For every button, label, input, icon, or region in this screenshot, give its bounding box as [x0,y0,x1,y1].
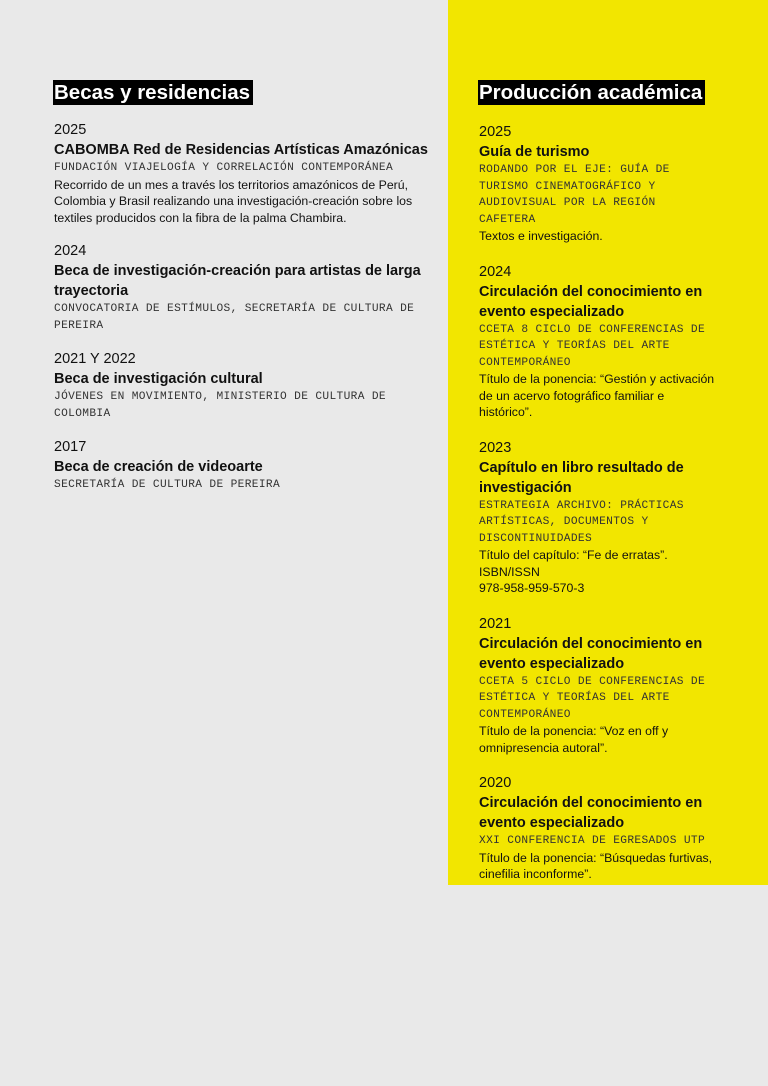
grant-entry [54,241,442,334]
entry-title: Circulación del conocimiento en evento especializado [479,795,703,831]
entry-title: Circulación del conocimiento en evento especializado [479,635,703,672]
entry-title: Beca de creación de videoarte [54,459,263,475]
entry-organization: SECRETARÍA DE CULTURA DE PEREIRA [54,479,281,491]
entry-year: 2021 Y 2022 [54,351,136,367]
academic-entry [479,614,719,757]
entry-year: 2024 [54,243,87,259]
entry-year: 2021 [479,615,512,632]
entry-year: 2017 [54,439,87,455]
entry-organization: XXI CONFERENCIA DE EGRESADOS UTP [479,835,706,847]
entry-title: Capítulo en libro resultado de investigación [479,459,684,496]
entry-year: 2020 [479,775,512,791]
entry-title: Guía de turismo [479,144,590,160]
entry-description: Textos e investigación. [479,229,603,243]
entry-year: 2023 [479,439,512,456]
academic-entry [479,438,719,597]
entry-organization: ESTRATEGIA ARCHIVO: PRÁCTICAS ARTÍSTICAS, DOCUMENTOS Y DISCONTINUIDADES [479,499,684,545]
entry-description: Título del capítulo: “Fe de erratas”. [479,548,668,562]
entry-organization: CCETA 8 CICLO DE CONFERENCIAS DE ESTÉTICA Y TEORÍAS DEL ARTE CONTEMPORÁNEO [479,323,706,369]
entry-description: Título de la ponencia: “Gestión y activación de un acervo fotográfico familiar e histórico”. [479,372,715,419]
academic-production-column [479,80,719,883]
entry-title: Beca de investigación-creación para artistas de larga trayectoria [54,263,421,299]
entry-title: CABOMBA Red de Residencias Artísticas Amazónicas [54,142,428,158]
grants-residencies-column [54,80,442,494]
entry-description: Título de la ponencia: “Búsquedas furtivas, cinefilia inconforme”. [479,850,713,881]
grant-entry [54,349,442,422]
entry-organization: RODANDO POR EL EJE: GUÍA DE TURISMO CINEMATOGRÁFICO Y AUDIOVISUAL POR LA REGIÓN CAFETERA [479,164,670,226]
entry-title: Beca de investigación cultural [54,371,263,387]
section-heading-academic: Producción académica [478,80,705,105]
entry-title: Circulación del conocimiento en evento especializado [479,283,703,320]
academic-entry [479,773,719,883]
entry-description: Título de la ponencia: “Voz en off y omnipresencia autoral”. [479,724,669,755]
entry-year: 2025 [479,124,512,140]
academic-entry [479,122,719,245]
entry-organization: FUNDACIÓN VIAJELOGÍA Y CORRELACIÓN CONTEMPORÁNEA [54,162,394,174]
entry-description: Recorrido de un mes a través los territorios amazónicos de Perú, Colombia y Brasil realizando una investigación-creación sobre los textiles producidos con la fibra de la palma Chambira. [54,177,413,225]
entry-organization: CONVOCATORIA DE ESTÍMULOS, SECRETARÍA DE CULTURA DE PEREIRA [54,303,415,332]
academic-entry [479,262,719,421]
grant-entry [54,437,442,494]
entry-isbn-label: ISBN/ISSN [479,564,540,579]
entry-year: 2024 [479,263,512,280]
entry-organization: CCETA 5 CICLO DE CONFERENCIAS DE ESTÉTICA Y TEORÍAS DEL ARTE CONTEMPORÁNEO [479,675,706,721]
entry-isbn-number: 978-958-959-570-3 [479,581,585,595]
section-heading-grants: Becas y residencias [53,80,253,105]
entry-organization: JÓVENES EN MOVIMIENTO, MINISTERIO DE CULTURA DE COLOMBIA [54,391,386,420]
entry-year: 2025 [54,122,87,138]
grant-entry [54,120,442,226]
